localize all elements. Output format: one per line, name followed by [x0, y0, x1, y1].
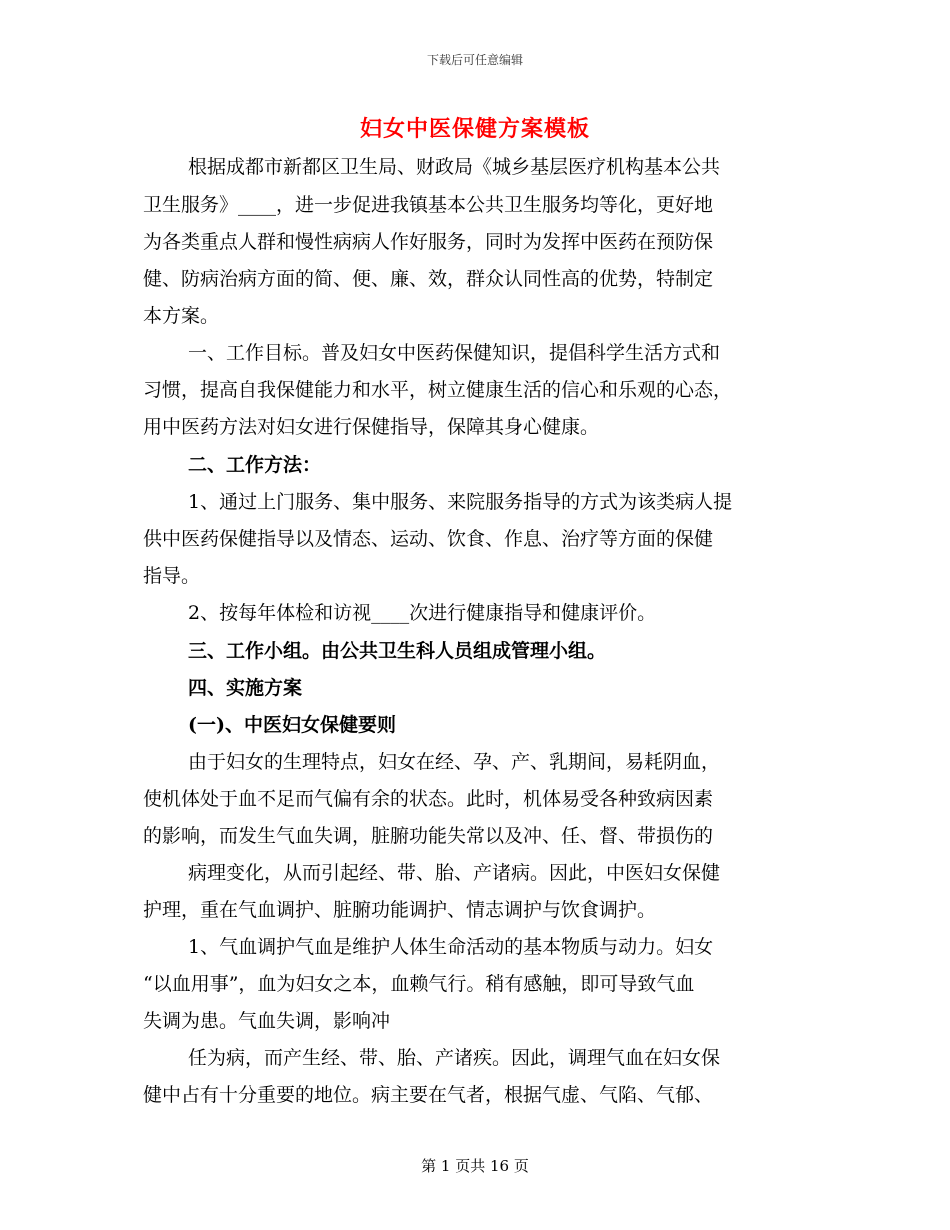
body-line: 任为病，而产生经、带、胎、产诸疾。因此，调理气血在妇女保 [188, 1047, 721, 1069]
body-line: 一、工作目标。普及妇女中医药保健知识，提倡科学生活方式和 [188, 342, 721, 364]
section-heading: 三、工作小组。由公共卫生科人员组成管理小组。 [188, 640, 607, 662]
section-heading: 二、工作方法： [188, 454, 322, 476]
body-line: 病理变化，从而引起经、带、胎、产诸病。因此，中医妇女保健 [188, 862, 721, 884]
body-line: 根据成都市新都区卫生局、财政局《城乡基层医疗机构基本公共 [188, 156, 721, 178]
body-line: 为各类重点人群和慢性病病人作好服务，同时为发挥中医药在预防保 [143, 231, 714, 253]
subsection-heading: (一)、中医妇女保健要则 [188, 714, 396, 736]
body-line: 由于妇女的生理特点，妇女在经、孕、产、乳期间，易耗阴血， [188, 751, 721, 773]
page-number: 第 1 页共 16 页 [421, 1157, 529, 1175]
body-line: 2、按每年体检和访视____次进行健康指导和健康评价。 [188, 602, 657, 624]
page-header: 下载后可任意编辑 [426, 53, 523, 67]
body-line: “以血用事”，血为妇女之本，血赖气行。稍有感触，即可导致气血 [143, 973, 695, 995]
body-line: 1、气血调护气血是维护人体生命活动的基本物质与动力。妇女 [188, 936, 714, 958]
body-line: 使机体处于血不足而气偏有余的状态。此时，机体易受各种致病因素 [143, 788, 714, 810]
body-line: 习惯，提高自我保健能力和水平，树立健康生活的信心和乐观的心态， [143, 379, 733, 401]
body-line: 供中医药保健指导以及情态、运动、饮食、作息、治疗等方面的保健 [143, 528, 714, 550]
body-line: 1、通过上门服务、集中服务、来院服务指导的方式为该类病人提 [188, 491, 733, 513]
body-line: 健、防病治病方面的简、便、廉、效，群众认同性高的优势，特制定 [143, 268, 714, 290]
body-line: 卫生服务》____，进一步促进我镇基本公共卫生服务均等化，更好地 [143, 194, 714, 216]
body-line: 护理，重在气血调护、脏腑功能调护、情志调护与饮食调护。 [143, 899, 657, 921]
document-title: 妇女中医保健方案模板 [359, 116, 590, 142]
body-line: 本方案。 [143, 305, 220, 327]
body-line: 用中医药方法对妇女进行保健指导，保障其身心健康。 [143, 416, 600, 438]
body-line: 失调为患。气血失调，影响冲 [143, 1010, 391, 1032]
body-line: 指导。 [143, 565, 201, 587]
body-line: 健中占有十分重要的地位。病主要在气者，根据气虚、气陷、气郁、 [143, 1084, 714, 1106]
body-line: 的影响，而发生气血失调，脏腑功能失常以及冲、任、督、带损伤的 [143, 825, 714, 847]
section-heading: 四、实施方案 [188, 677, 303, 699]
